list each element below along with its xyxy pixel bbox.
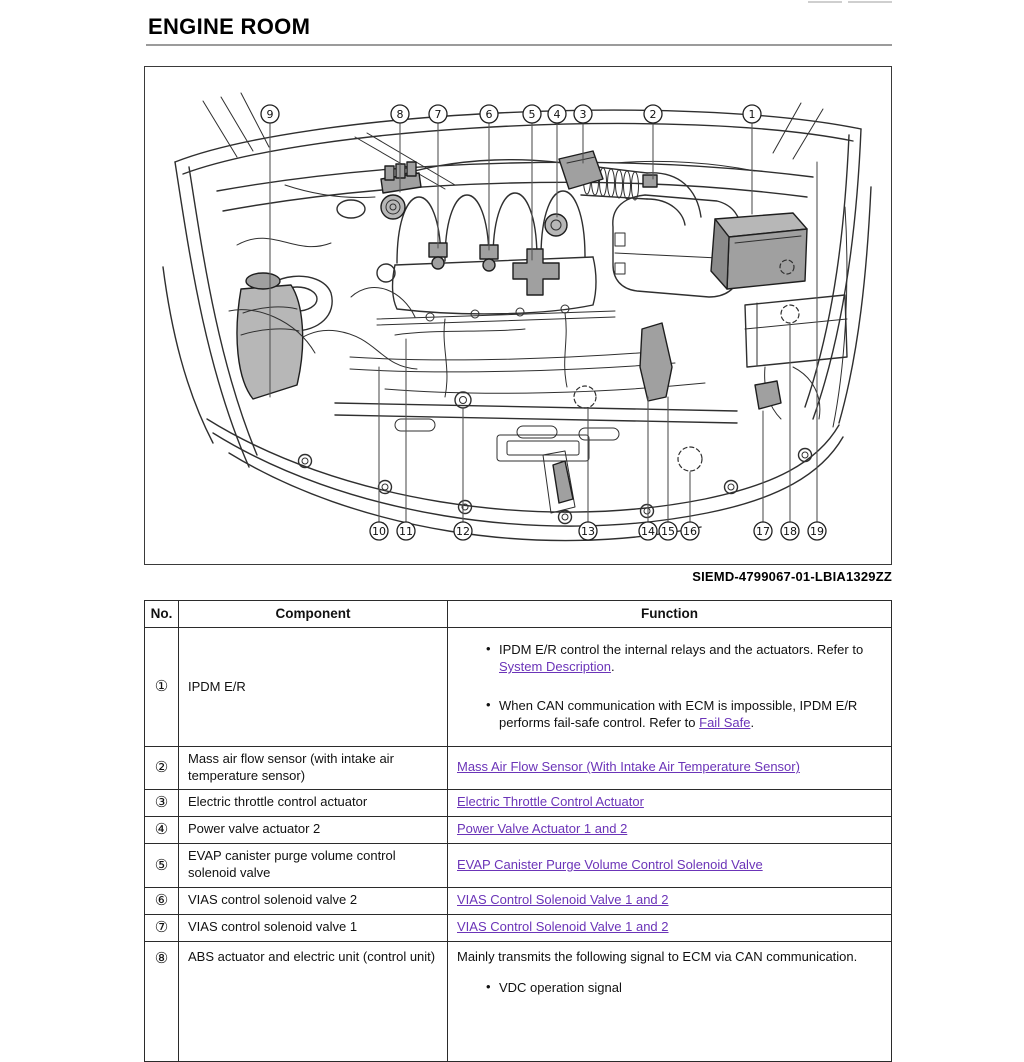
table-row bbox=[145, 789, 892, 816]
function-cell bbox=[448, 789, 892, 816]
function-link[interactable]: Fail Safe bbox=[699, 714, 751, 730]
row-number: ⑤ bbox=[145, 843, 179, 887]
component-name: Electric throttle control actuator bbox=[179, 789, 448, 816]
row-number: ④ bbox=[145, 816, 179, 843]
callout-labels bbox=[261, 105, 826, 540]
component-name: VIAS control solenoid valve 2 bbox=[179, 887, 448, 914]
component-name: IPDM E/R bbox=[179, 628, 448, 747]
function-link[interactable]: VIAS Control Solenoid Valve 1 and 2 bbox=[457, 919, 669, 935]
title-rule bbox=[146, 44, 892, 46]
function-bullet-list bbox=[457, 642, 882, 732]
function-bullet-list bbox=[457, 980, 882, 997]
row-number: ① bbox=[145, 628, 179, 747]
callout-number: 9 bbox=[266, 108, 274, 121]
function-bullet: • When CAN communication with ECM is impossible, IPDM E/R performs fail-safe control. Refer to Fail Safe. bbox=[485, 698, 882, 732]
callout-number: 4 bbox=[553, 108, 561, 121]
callout-number: 6 bbox=[485, 108, 493, 121]
function-cell bbox=[448, 843, 892, 887]
callout-number: 11 bbox=[399, 525, 413, 538]
component-name: VIAS control solenoid valve 1 bbox=[179, 914, 448, 941]
header-function: Function bbox=[448, 601, 892, 628]
component-name: Power valve actuator 2 bbox=[179, 816, 448, 843]
callout-17 bbox=[754, 411, 772, 540]
cropped-header-remnant bbox=[808, 1, 898, 5]
callout-number: 10 bbox=[372, 525, 386, 538]
callout-number: 5 bbox=[528, 108, 536, 121]
table-row bbox=[145, 628, 892, 747]
header-no: No. bbox=[145, 601, 179, 628]
function-cell bbox=[448, 747, 892, 790]
function-link[interactable]: VIAS Control Solenoid Valve 1 and 2 bbox=[457, 892, 669, 908]
callout-number: 13 bbox=[581, 525, 595, 538]
callout-12 bbox=[454, 409, 472, 540]
function-cell bbox=[448, 914, 892, 941]
row-number: ③ bbox=[145, 789, 179, 816]
callout-number: 3 bbox=[579, 108, 587, 121]
callout-2 bbox=[644, 105, 662, 179]
function-cell bbox=[448, 941, 892, 1061]
figure-code: SIEMD-4799067-01-LBIA1329ZZ bbox=[692, 569, 892, 584]
callout-number: 17 bbox=[756, 525, 770, 538]
component-table-body bbox=[145, 628, 892, 1062]
function-link[interactable]: Electric Throttle Control Actuator bbox=[457, 794, 644, 810]
component-name: EVAP canister purge volume control solenoid valve bbox=[179, 843, 448, 887]
engine-room-figure bbox=[144, 66, 892, 565]
callout-number: 8 bbox=[396, 108, 404, 121]
table-row bbox=[145, 914, 892, 941]
header-component: Component bbox=[179, 601, 448, 628]
callout-number: 12 bbox=[456, 525, 470, 538]
function-bullet: • VDC operation signal bbox=[485, 980, 882, 997]
row-number: ⑧ bbox=[145, 941, 179, 1061]
row-number: ⑥ bbox=[145, 887, 179, 914]
table-row bbox=[145, 816, 892, 843]
function-link[interactable]: EVAP Canister Purge Volume Control Solenoid Valve bbox=[457, 856, 763, 872]
function-cell bbox=[448, 628, 892, 747]
function-bullet: • IPDM E/R control the internal relays and the actuators. Refer to System Description. bbox=[485, 642, 882, 676]
component-name: Mass air flow sensor (with intake air temperature sensor) bbox=[179, 747, 448, 790]
component-table bbox=[144, 600, 891, 1062]
function-intro: Mainly transmits the following signal to ECM via CAN communication. bbox=[457, 948, 858, 964]
callout-number: 14 bbox=[641, 525, 655, 538]
washer-reservoir bbox=[229, 273, 315, 399]
function-link[interactable]: System Description bbox=[499, 659, 611, 675]
maf-sensor bbox=[559, 151, 603, 189]
callout-7 bbox=[429, 105, 447, 248]
callout-number: 16 bbox=[683, 525, 697, 538]
row-number: ② bbox=[145, 747, 179, 790]
callout-14 bbox=[639, 397, 657, 540]
ipdm-er-box bbox=[711, 213, 807, 289]
table-row bbox=[145, 941, 892, 1061]
component-name: ABS actuator and electric unit (control unit) bbox=[179, 941, 448, 1061]
callout-number: 18 bbox=[783, 525, 797, 538]
radiator-support bbox=[335, 392, 737, 461]
function-cell bbox=[448, 816, 892, 843]
row-number: ⑦ bbox=[145, 914, 179, 941]
function-link[interactable]: Power Valve Actuator 1 and 2 bbox=[457, 821, 628, 837]
table-row bbox=[145, 887, 892, 914]
callout-16 bbox=[681, 472, 699, 540]
table-header-row bbox=[145, 601, 892, 628]
callout-number: 7 bbox=[434, 108, 442, 121]
function-cell bbox=[448, 887, 892, 914]
table-row bbox=[145, 747, 892, 790]
callout-1 bbox=[743, 105, 761, 214]
front-bumper bbox=[207, 419, 843, 541]
callout-18 bbox=[781, 324, 799, 540]
callout-number: 19 bbox=[810, 525, 824, 538]
table-row bbox=[145, 843, 892, 887]
callout-19 bbox=[808, 162, 826, 540]
callout-number: 15 bbox=[661, 525, 675, 538]
callout-number: 1 bbox=[748, 108, 756, 121]
page-title: ENGINE ROOM bbox=[148, 14, 311, 39]
function-link[interactable]: Mass Air Flow Sensor (With Intake Air Temperature Sensor) bbox=[457, 759, 800, 775]
callout-number: 2 bbox=[649, 108, 657, 121]
engine-bay-diagram bbox=[145, 67, 890, 563]
